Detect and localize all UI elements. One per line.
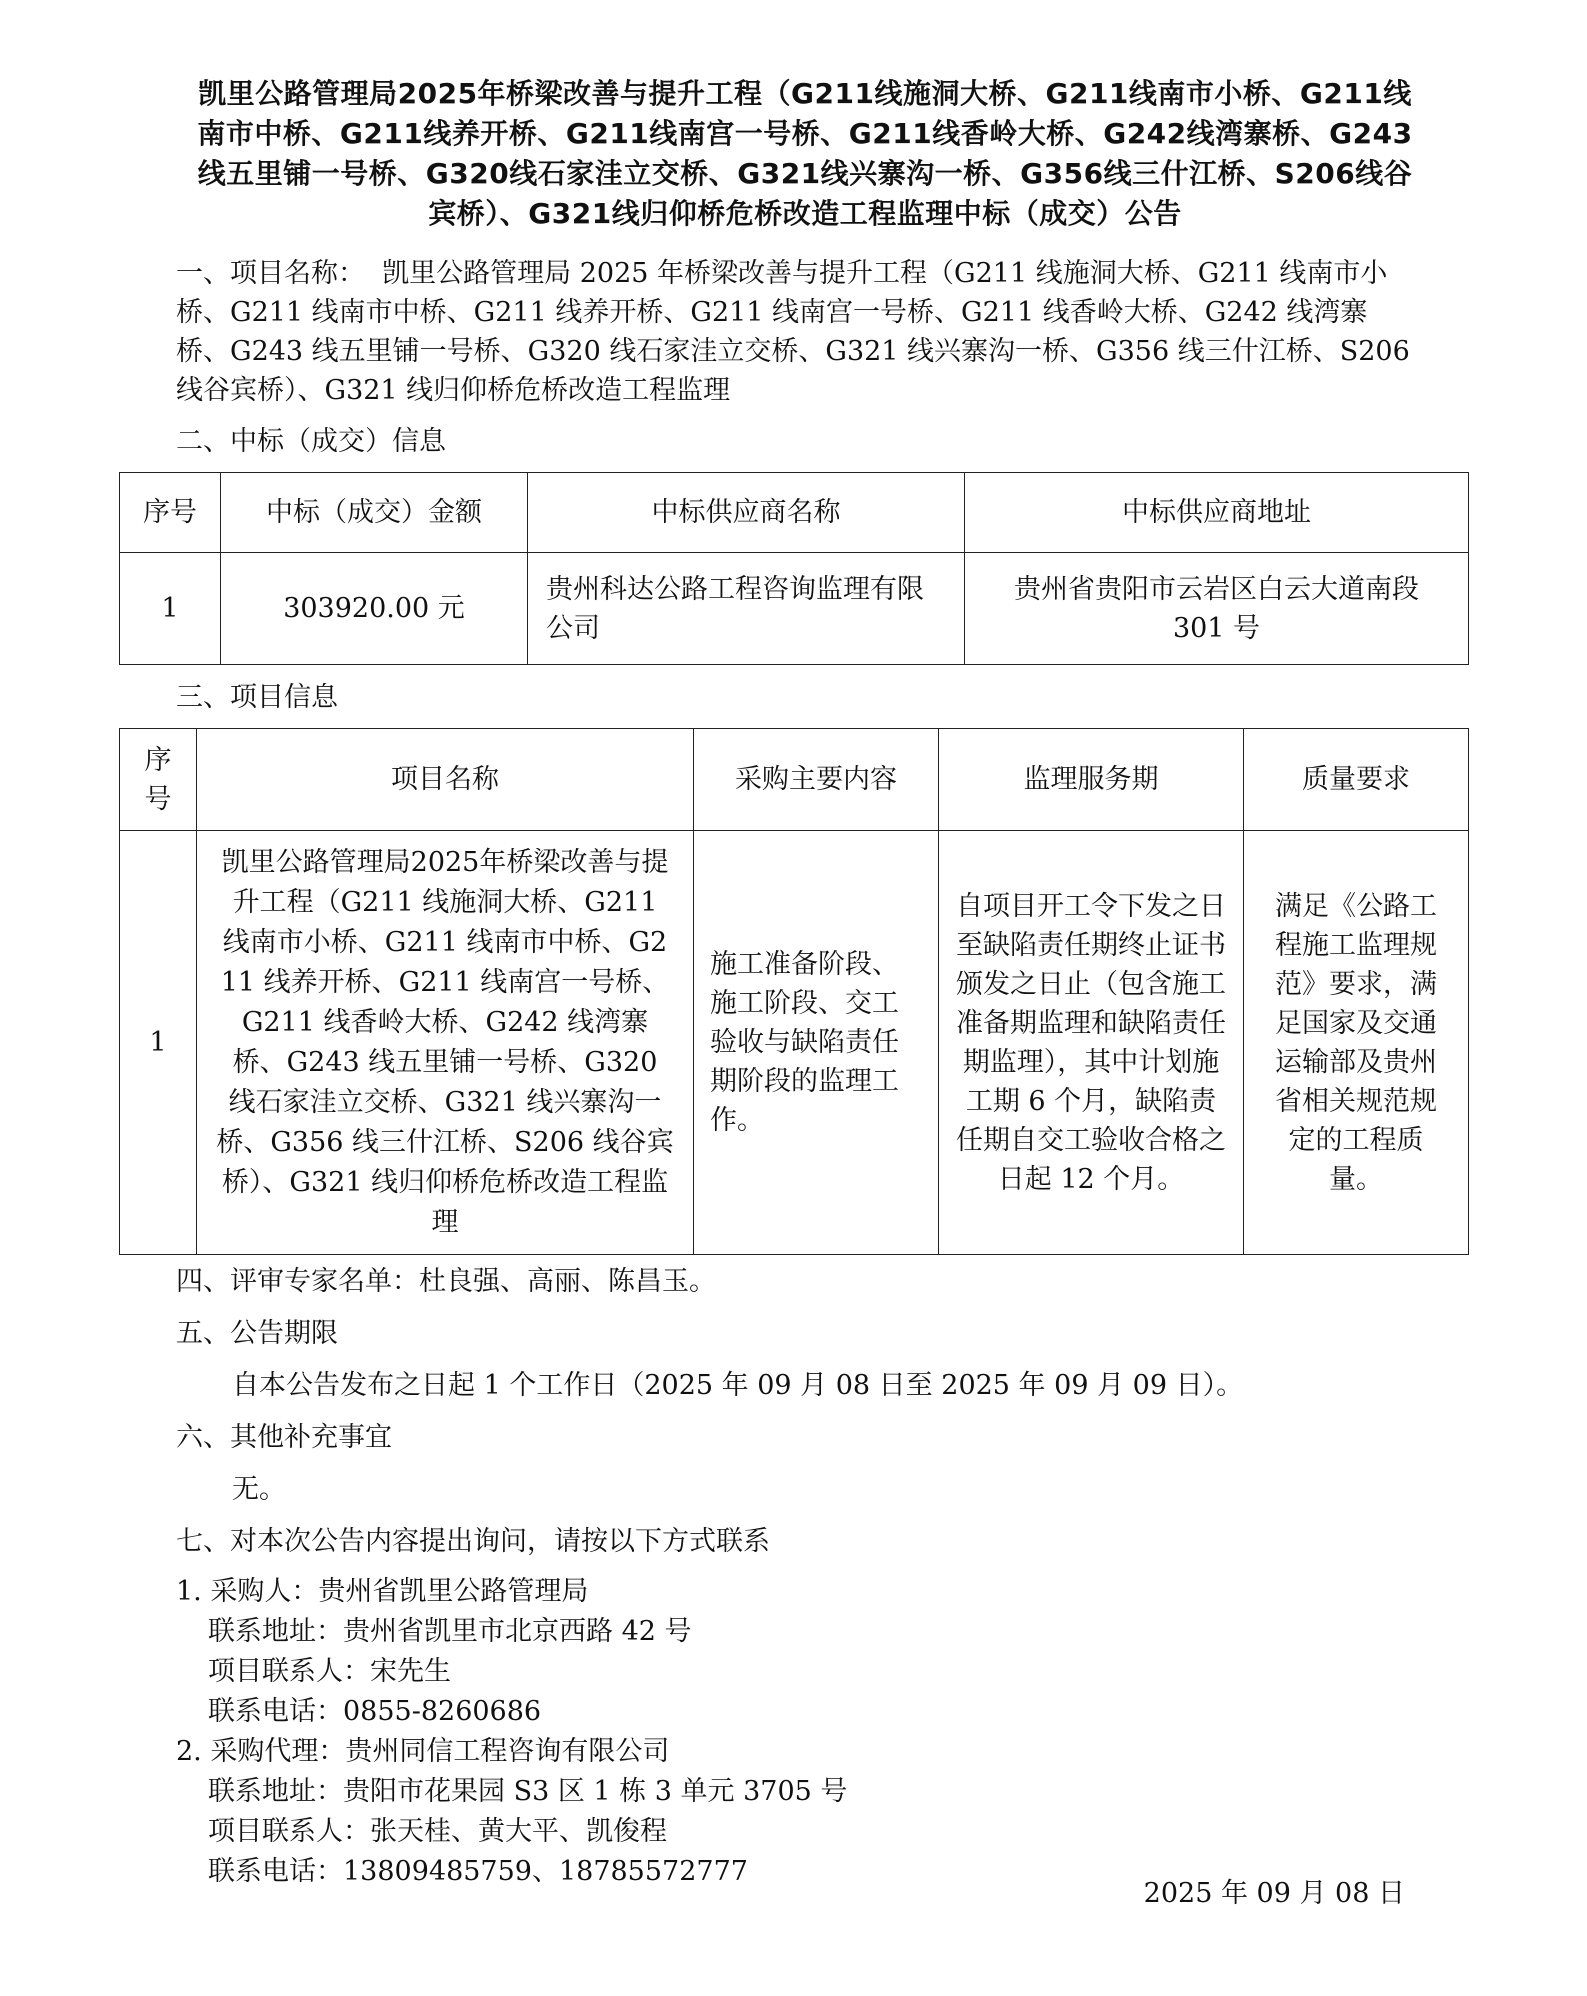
agent-contact: 项目联系人：张天桂、黄大平、凯俊程 xyxy=(208,1816,667,1847)
award-table-header xyxy=(120,473,1469,553)
section6-heading: 六、其他补充事宜 xyxy=(176,1422,392,1453)
project-index: 1 xyxy=(120,831,197,1255)
award-supplier: 贵州科达公路工程咨询监理有限公司 xyxy=(528,553,965,665)
award-address: 贵州省贵阳市云岩区白云大道南段 301 号 xyxy=(965,553,1469,665)
agent-address: 联系地址：贵阳市花果园 S3 区 1 栋 3 单元 3705 号 xyxy=(208,1776,848,1807)
project-table xyxy=(119,728,1469,1255)
project-content: 施工准备阶段、施工阶段、交工验收与缺陷责任期阶段的监理工作。 xyxy=(694,831,939,1255)
project-period: 自项目开工令下发之日至缺陷责任期终止证书颁发之日止（包含施工准备期监理和缺陷责任期监理），其中计划施工期 6 个月，缺陷责任期自交工验收合格之日起 12 个月。 xyxy=(939,831,1244,1255)
project-header-quality: 质量要求 xyxy=(1244,729,1469,831)
table-row xyxy=(120,553,1469,665)
section7-heading: 七、对本次公告内容提出询问，请按以下方式联系 xyxy=(176,1526,770,1557)
purchaser-title: 1. 采购人：贵州省凯里公路管理局 xyxy=(176,1576,589,1607)
award-table xyxy=(119,472,1469,665)
announcement-date: 2025 年 09 月 08 日 xyxy=(1143,1878,1405,1909)
award-header-index: 序号 xyxy=(120,473,221,553)
agent-title: 2. 采购代理：贵州同信工程咨询有限公司 xyxy=(176,1736,670,1767)
section1-block xyxy=(176,254,1416,410)
section2-heading: 二、中标（成交）信息 xyxy=(176,426,446,457)
project-header-period: 监理服务期 xyxy=(939,729,1244,831)
project-header-index: 序号 xyxy=(120,729,197,831)
project-header-name: 项目名称 xyxy=(197,729,694,831)
section1-label: 一、项目名称： xyxy=(176,258,365,289)
project-header-content: 采购主要内容 xyxy=(694,729,939,831)
project-quality: 满足《公路工程施工监理规范》要求，满足国家及交通运输部及贵州省相关规范规定的工程质量。 xyxy=(1244,831,1469,1255)
agent-phone: 联系电话：13809485759、18785572777 xyxy=(208,1856,748,1887)
section1-text: 凯里公路管理局 2025 年桥梁改善与提升工程（G211 线施洞大桥、G211 线南市小桥、G211 线南市中桥、G211 线养开桥、G211 线南宫一号桥、G211 线香岭大桥、G242 线湾寨桥、G243 线五里铺一号桥、G320 线石家洼立交桥、G321 线兴寨沟一桥、G356 线三什江桥、S206 线谷宾桥）、G321 线归仰桥危桥改造工程监理 xyxy=(176,258,1410,406)
purchaser-contact: 项目联系人：宋先生 xyxy=(208,1656,451,1687)
table-row xyxy=(120,831,1469,1255)
section6-text: 无。 xyxy=(232,1474,286,1505)
section3-heading: 三、项目信息 xyxy=(176,682,338,713)
award-header-address: 中标供应商地址 xyxy=(965,473,1469,553)
purchaser-phone: 联系电话：0855-8260686 xyxy=(208,1696,542,1727)
award-header-amount: 中标（成交）金额 xyxy=(221,473,528,553)
project-name: 凯里公路管理局2025年桥梁改善与提升工程（G211 线施洞大桥、G211 线南市小桥、G211 线南市中桥、G211 线养开桥、G211 线南宫一号桥、G211 线香岭大桥、G242 线湾寨桥、G243 线五里铺一号桥、G320 线石家洼立交桥、G321 线兴寨沟一桥、G356 线三什江桥、S206 线谷宾桥）、G321 线归仰桥危桥改造工程监理 xyxy=(197,831,694,1255)
section5-heading: 五、公告期限 xyxy=(176,1318,338,1349)
section5-text: 自本公告发布之日起 1 个工作日（2025 年 09 月 08 日至 2025 年 09 月 09 日）。 xyxy=(232,1370,1244,1401)
purchaser-address: 联系地址：贵州省凯里市北京西路 42 号 xyxy=(208,1616,692,1647)
section4-text: 四、评审专家名单：杜良强、高丽、陈昌玉。 xyxy=(176,1266,716,1297)
page-title: 凯里公路管理局2025年桥梁改善与提升工程（G211线施洞大桥、G211线南市小桥、G211线南市中桥、G211线养开桥、G211线南宫一号桥、G211线香岭大桥、G242线湾寨桥、G243线五里铺一号桥、G320线石家洼立交桥、G321线兴寨沟一桥、G356线三什江桥、S206线谷宾桥）、G321线归仰桥危桥改造工程监理中标（成交）公告 xyxy=(197,77,1413,230)
award-index: 1 xyxy=(120,553,221,665)
project-table-header xyxy=(120,729,1469,831)
award-header-supplier: 中标供应商名称 xyxy=(528,473,965,553)
award-amount: 303920.00 元 xyxy=(221,553,528,665)
